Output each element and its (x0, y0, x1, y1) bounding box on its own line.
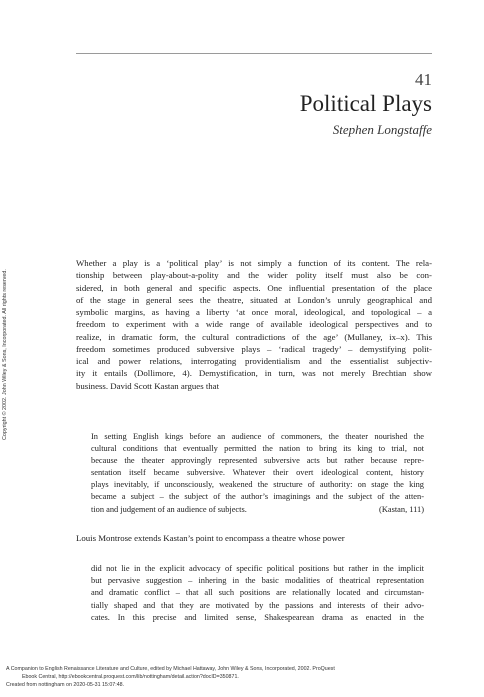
side-copyright-notice (2, 140, 8, 440)
quote-line: and dramatic conflict – that all such positions are relationally located and circumstan- (91, 588, 424, 598)
footer-line: A Companion to English Renaissance Literature and Culture, edited by Michael Hattaway, John Wiley & Sons, Incorporated, 2002. ProQuest (6, 666, 335, 672)
footer-line: Ebook Central, http://ebookcentral.proquest.com/lib/nottingham/detail.action?docID=350871. (22, 674, 239, 680)
block-quote-kastan (91, 431, 424, 516)
quote-line: tion and judgement of an audience of subjects. (91, 504, 247, 514)
quote-line: In setting English kings before an audience of commoners, the theater nourished the (91, 432, 424, 441)
chapter-title: Political Plays (299, 91, 432, 116)
text-line: business. David Scott Kastan argues that (76, 380, 220, 391)
quote-line: sentation itself became subversive. Whatever their overt ideological content, history (91, 468, 424, 478)
page-footer (6, 665, 478, 689)
text-line: ical and power relations, interrogating providentialism and the essentialist subjectiv- (76, 356, 432, 366)
text-line: ity it entails (Dollimore, 4). Demystification, in turn, was not merely Brechtian show (76, 368, 432, 379)
quote-line: cultural conditions that eventually permitted the nation to bring its king to trial, not (91, 444, 424, 454)
quote-line: but pervasive suggestion – inhering in the basic modalities of theatrical representation (91, 576, 424, 586)
header-rule (76, 53, 432, 54)
text-line: realize, in dramatic form, the cultural contradictions of the age’ (Mullaney, ix–x). This (76, 331, 432, 342)
quote-line: cates. In this precise and limited sense, Shakespearean drama as enacted in the (91, 612, 424, 622)
text-line: Whether a play is a ‘political play’ is not simply a function of its content. The rela- (76, 258, 432, 268)
quote-citation: (Kastan, 111) (379, 505, 424, 514)
body-paragraph-1 (76, 257, 432, 392)
chapter-number: 41 (415, 70, 432, 89)
quote-line: became a subject – the subject of the author’s imaginings and the subject of the atten- (91, 492, 424, 502)
text-line: Louis Montrose extends Kastan’s point to encompass a theatre whose power (76, 533, 345, 543)
block-quote-montrose (91, 563, 424, 624)
text-line: symbolic margins, as having a liberty ‘at once moral, ideological, and topological – a (76, 307, 432, 317)
text-line: sidered, in both general and specific aspects. One influential presentation of the place (76, 282, 432, 293)
copyright-text: Copyright © 2002. John Wiley & Sons, Incorporated. All rights reserved. (2, 269, 8, 440)
footer-line: Created from nottingham on 2020-05-31 15:07:48. (6, 682, 125, 688)
text-line: tionship between play-about-a-polity and the wider polity itself must also be con- (76, 270, 432, 281)
quote-line: plays inevitably, if unconsciously, weakened the structure of authority: on stage the king (91, 480, 424, 490)
text-line: freedom sometimes produced subversive plays – ‘radical tragedy’ – demystifying polit- (76, 343, 432, 354)
text-line: of the stage in general sees the theatre, situated at London’s unruly geographical and (76, 294, 432, 305)
quote-line: tially shaped and that they are motivated by the passions and interests of their advo- (91, 600, 424, 610)
quote-line: because the theater approvingly represented subversive acts but rather because repre- (91, 456, 424, 466)
body-paragraph-2 (76, 532, 432, 544)
text-line: freedom to experiment with a wide range of available ideological perspectives and to (76, 319, 432, 330)
chapter-author: Stephen Longstaffe (332, 122, 432, 137)
quote-line: did not lie in the explicit advocacy of specific political positions but rather in the implicit (91, 564, 424, 573)
